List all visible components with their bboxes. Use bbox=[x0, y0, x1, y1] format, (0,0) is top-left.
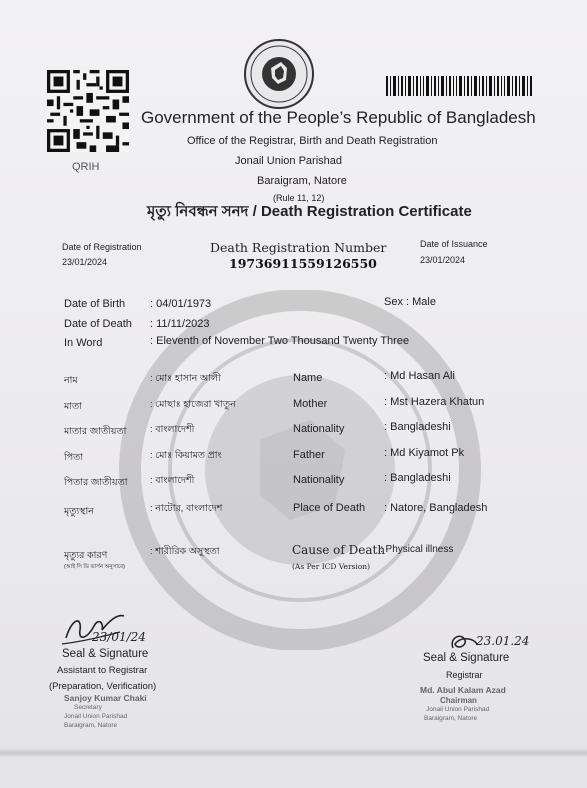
dod-value: : 11/11/2023 bbox=[150, 318, 210, 330]
father-nationality-label: Nationality bbox=[293, 474, 345, 486]
left-seal-label: Seal & Signature bbox=[62, 648, 149, 660]
qr-code-icon bbox=[47, 70, 129, 152]
inword-label: In Word bbox=[64, 337, 103, 349]
bn-father-nationality-label: পিতার জাতীয়তা bbox=[64, 477, 128, 488]
dob-value: : 04/01/1973 bbox=[150, 298, 212, 310]
mother-nationality-label: Nationality bbox=[293, 423, 345, 435]
bn-cause-label: মৃত্যুর কারণ bbox=[64, 550, 108, 561]
registration-number-value: 19736911559126550 bbox=[229, 256, 377, 271]
cause-note: (As Per ICD Version) bbox=[292, 562, 371, 571]
right-role: Registrar bbox=[446, 670, 483, 680]
bn-place-of-death-value: : নাটোর, বাংলাদেশ bbox=[150, 503, 223, 514]
mother-nationality-value: : Bangladeshi bbox=[384, 421, 451, 433]
dod-label: Date of Death bbox=[64, 318, 132, 330]
cause-value: : Physical illness bbox=[380, 544, 454, 555]
registration-number-label: Death Registration Number bbox=[210, 240, 387, 255]
government-emblem-icon bbox=[243, 38, 315, 110]
right-signature-date: 23.01.24 bbox=[476, 634, 530, 648]
cause-label: Cause of Death bbox=[292, 543, 386, 557]
certificate-title: মৃত্যু নিবন্ধন সনদ / Death Registration Certificate bbox=[147, 203, 472, 220]
bn-mother-nationality-label: মাতার জাতীয়তা bbox=[64, 426, 127, 437]
father-value: : Md Kiyamot Pk bbox=[384, 447, 465, 459]
location: Baraigram, Natore bbox=[257, 175, 347, 187]
father-label: Father bbox=[293, 449, 325, 461]
paper-crease bbox=[0, 748, 587, 758]
left-stamp-line-4: Baraigram, Natore bbox=[64, 722, 118, 729]
left-signature-date: 23/01/24 bbox=[92, 630, 146, 644]
bn-father-nationality-value: : বাংলাদেশী bbox=[150, 475, 195, 486]
left-role: Assistant to Registrar bbox=[57, 665, 148, 676]
left-stamp-name: Sanjoy Kumar Chaki bbox=[64, 693, 147, 703]
office-name: Office of the Registrar, Birth and Death Registration bbox=[187, 135, 438, 147]
bn-mother-nationality-value: : বাংলাদেশী bbox=[150, 424, 195, 435]
left-stamp-line-2: Secretary bbox=[74, 704, 102, 711]
right-stamp-line-2: Chairman bbox=[440, 696, 477, 705]
left-stamp-line-3: Jonail Union Parishad bbox=[64, 713, 128, 720]
right-stamp-line-3: Jonail Union Parishad bbox=[426, 706, 490, 713]
issuance-date-label: Date of Issuance bbox=[420, 239, 488, 249]
bn-name-value: : মোঃ হাসান আলী bbox=[150, 373, 221, 384]
mother-label: Mother bbox=[293, 398, 328, 410]
issuance-date-value: 23/01/2024 bbox=[420, 255, 466, 265]
bn-father-value: : মোঃ কিয়ামত প্রাং bbox=[150, 450, 222, 461]
qr-label: QRIH bbox=[72, 161, 100, 173]
name-value: : Md Hasan Ali bbox=[384, 370, 455, 382]
name-label: Name bbox=[293, 372, 323, 384]
bn-cause-note: (আই সি ডি ভার্সন অনুসারে) bbox=[64, 564, 125, 570]
government-title: Government of the People’s Republic of Bangladesh bbox=[141, 108, 536, 127]
right-seal-label: Seal & Signature bbox=[423, 652, 510, 664]
rule-text: (Rule 11, 12) bbox=[273, 193, 325, 203]
barcode-icon bbox=[386, 76, 532, 96]
sex-value: Sex : Male bbox=[384, 296, 436, 308]
right-stamp-line-4: Baraigram, Natore bbox=[424, 715, 478, 722]
bn-place-of-death-label: মৃত্যুস্থান bbox=[64, 506, 94, 517]
father-nationality-value: : Bangladeshi bbox=[384, 472, 451, 484]
bn-mother-value: : মোছাঃ হাজেরা খাতুন bbox=[150, 399, 236, 410]
registration-date-label: Date of Registration bbox=[62, 242, 142, 252]
bn-cause-value: : শারীরিক অসুস্থতা bbox=[150, 546, 220, 557]
dob-label: Date of Birth bbox=[64, 298, 126, 310]
bn-father-label: পিতা bbox=[64, 452, 84, 463]
bn-name-label: নাম bbox=[64, 375, 78, 386]
union-name: Jonail Union Parishad bbox=[235, 155, 343, 167]
inword-value: : Eleventh of November Two Thousand Twenty Three bbox=[150, 335, 410, 347]
registration-date-value: 23/01/2024 bbox=[62, 257, 108, 267]
left-role-2: (Preparation, Verification) bbox=[49, 681, 157, 692]
mother-value: : Mst Hazera Khatun bbox=[384, 396, 485, 408]
place-of-death-label: Place of Death bbox=[293, 502, 366, 514]
right-stamp-name: Md. Abul Kalam Azad bbox=[420, 685, 506, 695]
bn-mother-label: মাতা bbox=[64, 401, 82, 412]
place-of-death-value: : Natore, Bangladesh bbox=[384, 502, 488, 514]
